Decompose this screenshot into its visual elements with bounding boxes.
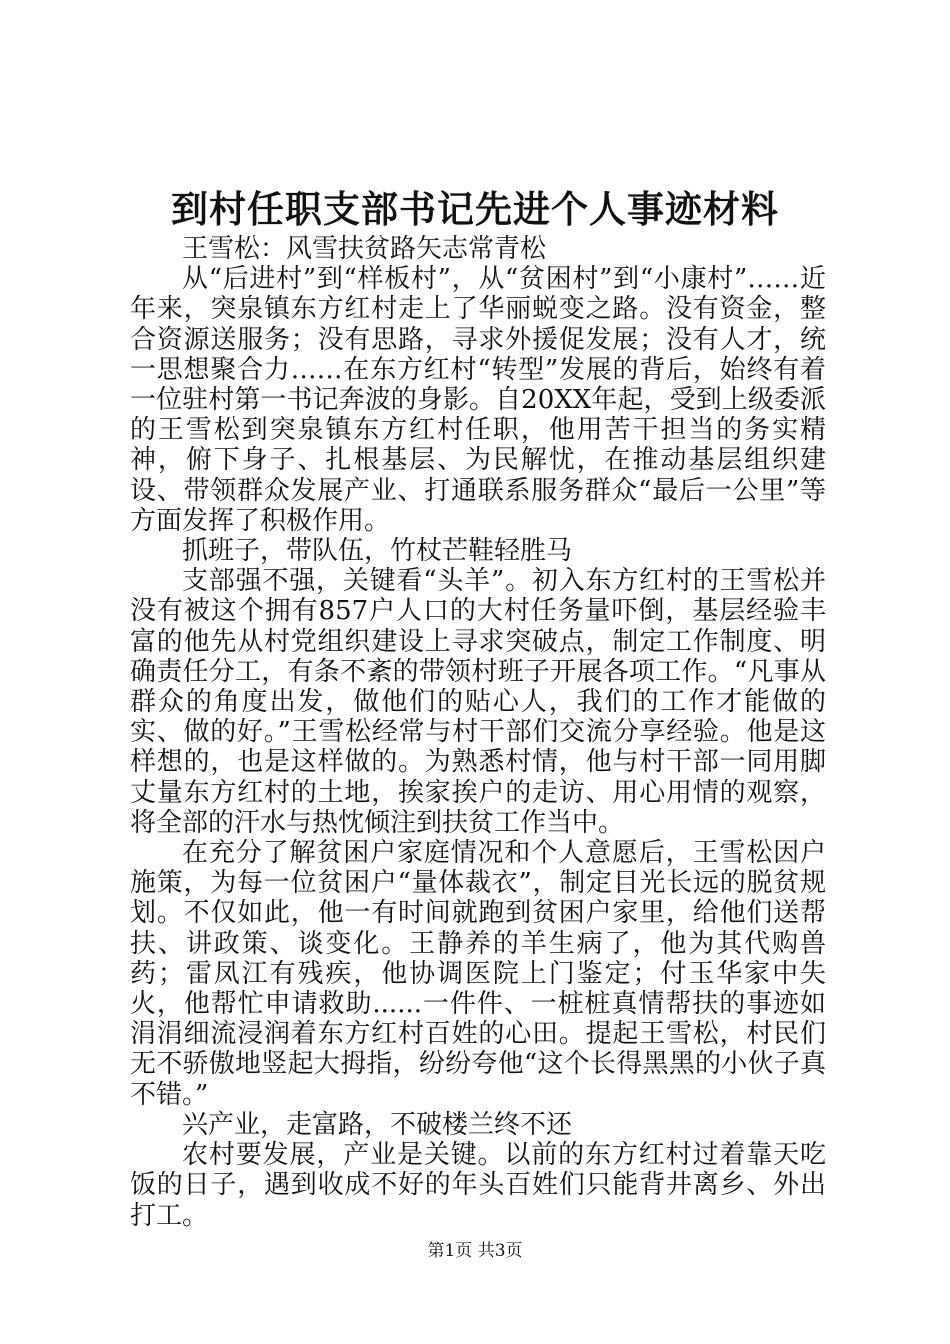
paragraph-subtitle: 王雪松：风雪扶贫路矢志常青松 [182,234,547,264]
paragraph: 支部强不强，关键看“头羊”。初入东方红村的王雪松并没有被这个拥有857户人口的大村任务量吓倒，基层经验丰富的他先从村党组织建设上寻求突破点，制定工作制度、明确责任分工，有条不紊的带领村班子开展各项工作。“凡事从群众的角度出发，做他们的贴心人，我们的工作才能做的实、做的好。”王雪松经常与村干部们交流分享经验。他是这样想的，也是这样做的。为熟悉村情，他与村干部一同用脚丈量东方红村的土地，挨家挨户的走访、用心用情的观察，将全部的汗水与热忱倾注到扶贫工作当中。 [130,566,826,838]
paragraph: 在充分了解贫困户家庭情况和个人意愿后，王雪松因户施策，为每一位贫困户“量体裁衣”，制定目光长远的脱贫规划。不仅如此，他一有时间就跑到贫困户家里，给他们送帮扶、讲政策、谈变化。王静养的羊生病了，他为其代购兽药；雷凤江有残疾，他协调医院上门鉴定；付玉华家中失火，他帮忙申请救助......一件件、一桩桩真情帮扶的事迹如涓涓细流浸润着东方红村百姓的心田。提起王雪松，村民们无不骄傲地竖起大拇指，纷纷夸他“这个长得黑黑的小伙子真不错。” [130,838,826,1110]
paragraph: 农村要发展，产业是关键。以前的东方红村过着靠天吃饭的日子，遇到收成不好的年头百姓们只能背井离乡、外出打工。 [130,1140,826,1231]
page-footer: 第1页 共3页 [427,1241,523,1261]
section-heading: 兴产业，走富路，不破楼兰终不还 [182,1109,573,1140]
document-body [130,234,826,1231]
document-title: 到村任职支部书记先进个人事迹材料 [171,187,779,231]
section-heading: 抓班子，带队伍，竹杖芒鞋轻胜马 [182,536,573,567]
paragraph: 从“后进村”到“样板村”，从“贫困村”到“小康村”……近年来，突泉镇东方红村走上了华丽蜕变之路。没有资金，整合资源送服务；没有思路，寻求外援促发展；没有人才，统一思想聚合力……在东方红村“转型”发展的背后，始终有着一位驻村第一书记奔波的身影。自20XX年起，受到上级委派的王雪松到突泉镇东方红村任职，他用苦干担当的务实精神，俯下身子、扎根基层、为民解忧，在推动基层组织建设、带领群众发展产业、打通联系服务群众“最后一公里”等方面发挥了积极作用。 [130,264,826,536]
